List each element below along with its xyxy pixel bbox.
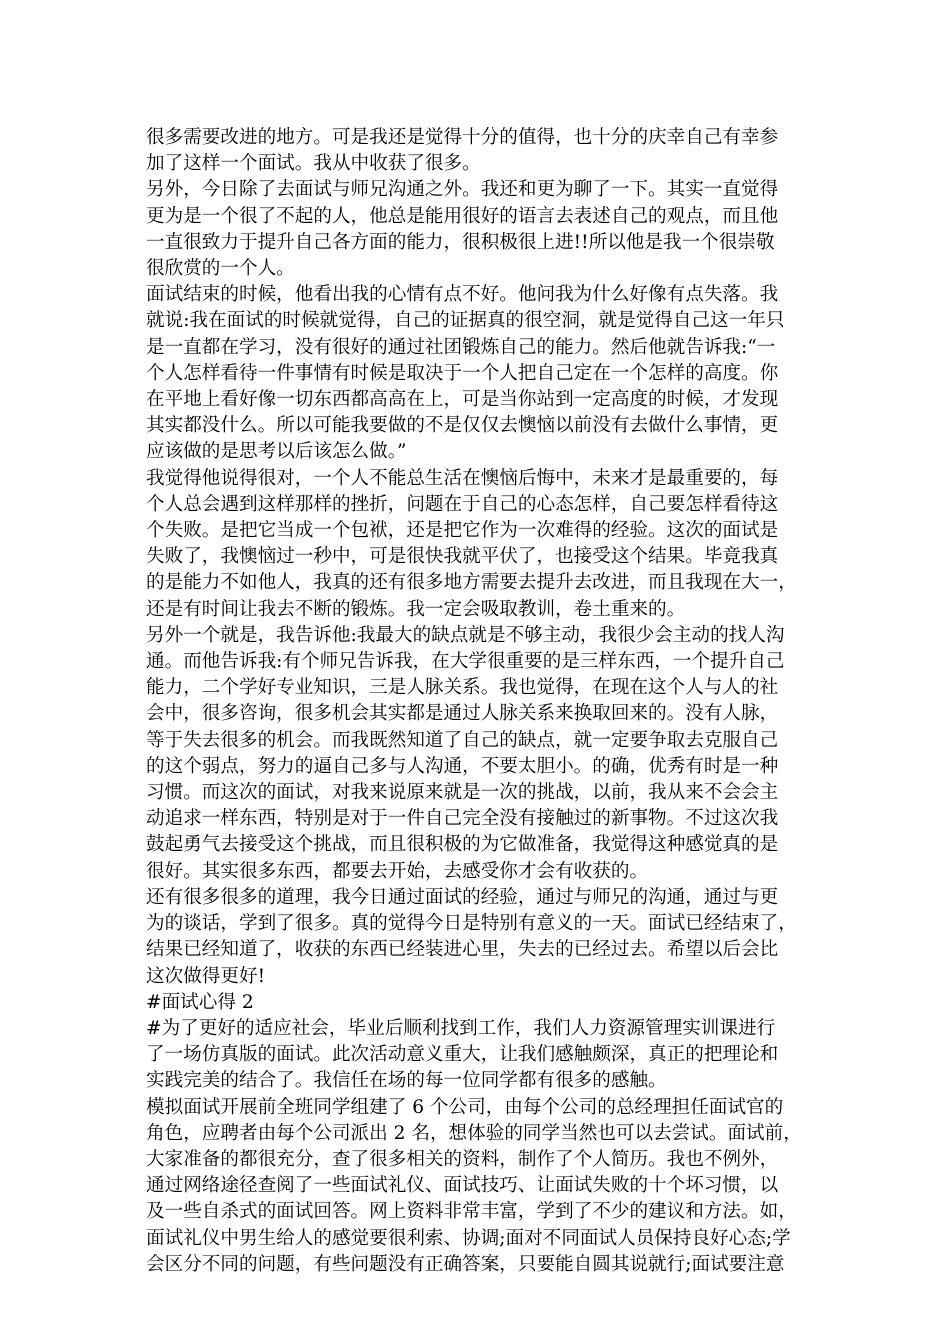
text-line: 面试礼仪中男生给人的感觉要很利索、协调;面对不同面试人员保持良好心态;学	[146, 1227, 791, 1249]
text-line: 面试结束的时候，他看出我的心情有点不好。他问我为什么好像有点失落。我	[146, 284, 779, 306]
text-line: 角色，应聘者由每个公司派出 2 名，想体验的同学当然也可以去尝试。面试前，	[146, 1122, 802, 1144]
text-line: #为了更好的适应社会，毕业后顺利找到工作，我们人力资源管理实训课进行	[146, 1017, 776, 1039]
text-line: 很欣赏的一个人。	[146, 258, 295, 280]
text-line: 通。而他告诉我:有个师兄告诉我，在大学很重要的是三样东西，一个提升自己	[146, 651, 785, 673]
text-line: 结果已经知道了，收获的东西已经装进心里，失去的已经过去。希望以后会比	[146, 939, 779, 961]
text-line: 失败了，我懊恼过一秒中，可是很快我就平伏了，也接受这个结果。毕竟我真	[146, 546, 779, 568]
text-line: 另外，今日除了去面试与师兄沟通之外。我还和更为聊了一下。其实一直觉得	[146, 179, 779, 201]
text-line: 的是能力不如他人，我真的还有很多地方需要去提升去改进，而且我现在大一，	[146, 572, 797, 594]
text-line: 我觉得他说得很对，一个人不能总生活在懊恼后悔中，未来才是最重要的，每	[146, 467, 779, 489]
text-line: 会区分不同的问题，有些问题没有正确答案，只要能自圆其说就行;面试要注意	[146, 1253, 785, 1275]
text-line: 还有很多很多的道理，我今日通过面试的经验，通过与师兄的沟通，通过与更	[146, 886, 779, 908]
text-line: 等于失去很多的机会。而我既然知道了自己的缺点，就一定要争取去克服自己	[146, 729, 779, 751]
text-line: 能力，二个学好专业知识，三是人脉关系。我也觉得，在现在这个人与人的社	[146, 677, 779, 699]
text-line: 还是有时间让我去不断的锻炼。我一定会吸取教训，卷土重来的。	[146, 598, 686, 620]
text-line: 应该做的是思考以后该怎么做。”	[146, 441, 407, 463]
document-body	[146, 125, 806, 1278]
text-line: 的这个弱点，努力的逼自己多与人沟通，不要太胆小。的确，优秀有时是一种	[146, 755, 779, 777]
section-heading: #面试心得 2	[146, 991, 254, 1013]
text-line: 其实都没什么。所以可能我要做的不是仅仅去懊恼以前没有去做什么事情，更	[146, 415, 779, 437]
text-line: 鼓起勇气去接受这个挑战，而且很积极的为它做准备，我觉得这种感觉真的是	[146, 834, 779, 856]
text-line: 很好。其实很多东西，都要去开始，去感受你才会有收获的。	[146, 860, 649, 882]
text-line: 为的谈话，学到了很多。真的觉得今日是特别有意义的一天。面试已经结束了，	[146, 913, 797, 935]
text-line: 习惯。而这次的面试，对我来说原来就是一次的挑战，以前，我从来不会会主	[146, 782, 779, 804]
text-line: 会中，很多咨询，很多机会其实都是通过人脉关系来换取回来的。没有人脉，	[146, 703, 779, 725]
text-line: 个人总会遇到这样那样的挫折，问题在于自己的心态怎样，自己要怎样看待这	[146, 493, 779, 515]
text-line: 就说:我在面试的时候就觉得，自己的证据真的很空洞，就是觉得自己这一年只	[146, 310, 785, 332]
text-line: 这次做得更好!	[146, 965, 266, 987]
text-line: 一直很致力于提升自己各方面的能力，很积极很上进!!所以他是我一个很崇敬	[146, 231, 775, 253]
text-line: 及一些自杀式的面试回答。网上资料非常丰富，学到了不少的建议和方法。如，	[146, 1201, 797, 1223]
text-line: 个人怎样看待一件事情有时候是取决于一个人把自己定在一个怎样的高度。你	[146, 362, 779, 384]
text-line: 是一直都在学习，没有很好的通过社团锻炼自己的能力。然后他就告诉我:“一	[146, 336, 776, 358]
text-line: 通过网络途径查阅了一些面试礼仪、面试技巧、让面试失败的十个坏习惯，以	[146, 1175, 779, 1197]
text-line: 了一场仿真版的面试。此次活动意义重大，让我们感触颇深，真正的把理论和	[146, 1044, 779, 1066]
text-line: 动追求一样东西，特别是对于一件自己完全没有接触过的新事物。不过这次我	[146, 808, 779, 830]
text-line: 模拟面试开展前全班同学组建了 6 个公司，由每个公司的总经理担任面试官的	[146, 1096, 784, 1118]
text-line: 更为是一个很了不起的人，他总是能用很好的语言去表述自己的观点，而且他	[146, 205, 779, 227]
text-line: 很多需要改进的地方。可是我还是觉得十分的值得，也十分的庆幸自己有幸参	[146, 127, 779, 148]
text-line: 实践完美的结合了。我信任在场的每一位同学都有很多的感触。	[146, 1070, 667, 1092]
text-line: 加了这样一个面试。我从中收获了很多。	[146, 153, 481, 175]
text-line: 另外一个就是，我告诉他:我最大的缺点就是不够主动，我很少会主动的找人沟	[146, 624, 785, 646]
text-line: 在平地上看好像一切东西都高高在上，可是当你站到一定高度的时候，才发现	[146, 389, 779, 411]
text-line: 大家准备的都很充分，查了很多相关的资料，制作了个人简历。我也不例外，	[146, 1148, 779, 1170]
text-line: 个失败。是把它当成一个包袱，还是把它作为一次难得的经验。这次的面试是	[146, 520, 779, 542]
